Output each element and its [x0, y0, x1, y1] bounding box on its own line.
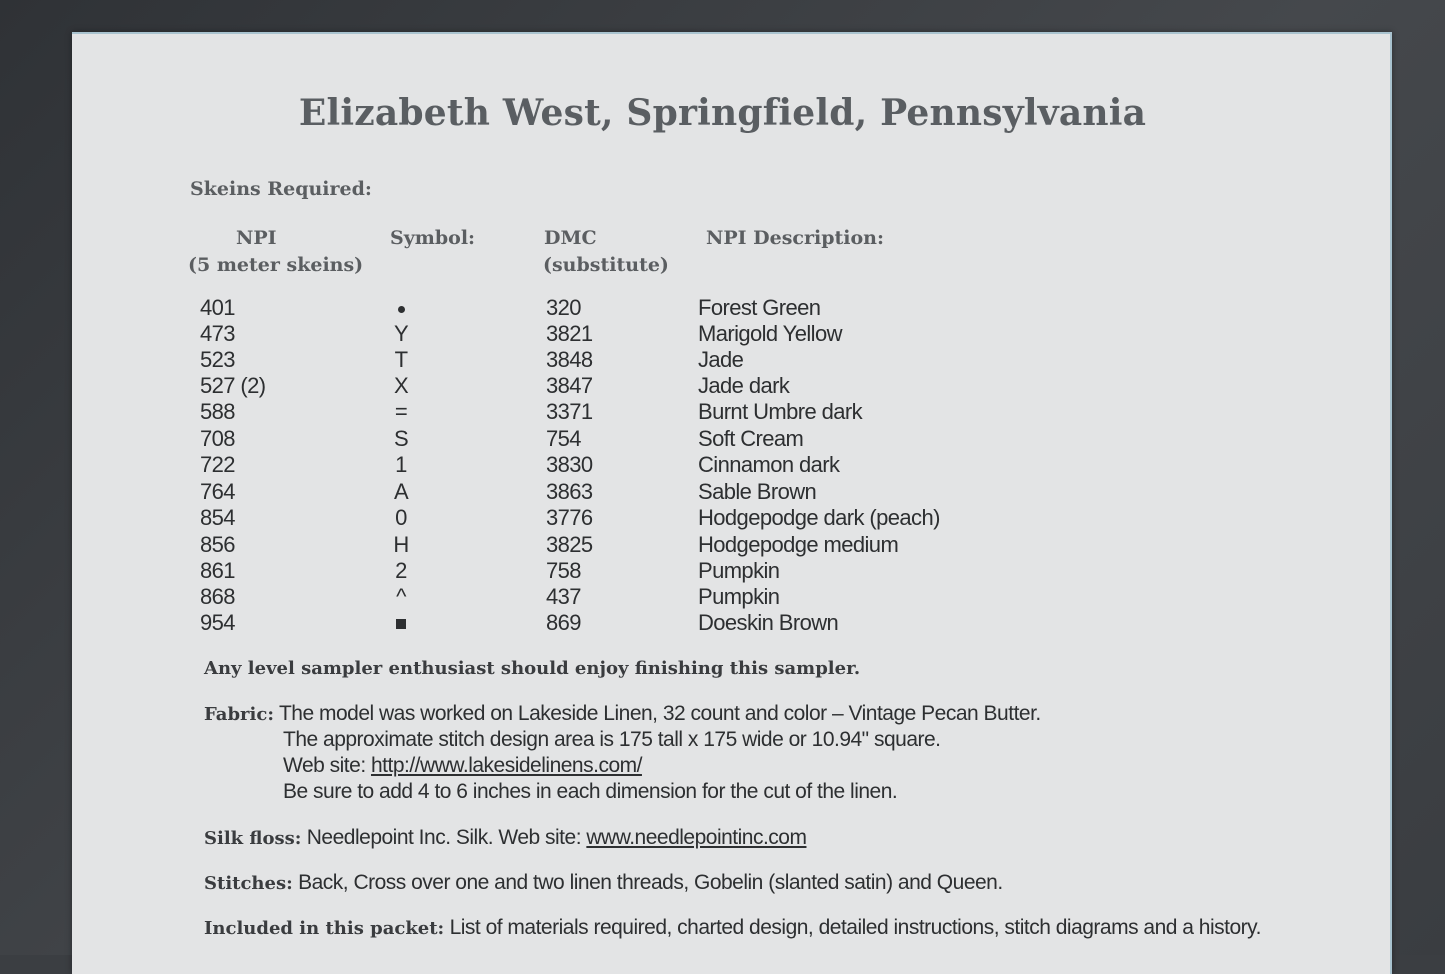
stitch-symbol: Y: [393, 321, 409, 346]
fabric-label: Fabric:: [204, 704, 274, 725]
color-description: Forest Green: [698, 295, 821, 320]
npi-number: 954: [200, 610, 235, 635]
dot-symbol-icon: [390, 295, 412, 321]
stitch-symbol: A: [393, 479, 409, 504]
npi-number: 708: [200, 426, 235, 451]
color-description: Cinnamon dark: [698, 452, 840, 477]
stitches-line: [204, 870, 1003, 897]
header-dmc: DMC: [544, 227, 597, 249]
color-description: Jade: [698, 347, 744, 372]
color-description: Pumpkin: [698, 584, 780, 609]
color-description: Hodgepodge medium: [698, 532, 899, 557]
included-label: Included in this packet:: [204, 918, 445, 939]
dmc-number: 320: [546, 295, 581, 320]
npi-number: 854: [200, 505, 235, 530]
color-description: Pumpkin: [698, 558, 780, 583]
npi-number: 868: [200, 584, 235, 609]
dmc-number: 3830: [546, 452, 593, 477]
stitch-symbol: 0: [395, 505, 407, 530]
npi-number: 722: [200, 452, 235, 477]
stitches-text: Back, Cross over one and two linen threads, Gobelin (slanted satin) and Queen.: [298, 871, 1003, 894]
lakeside-link[interactable]: http://www.lakesidelinens.com/: [370, 754, 642, 777]
dmc-number: 437: [546, 584, 581, 609]
dmc-number: 754: [546, 426, 581, 451]
dmc-number: 3821: [546, 321, 593, 346]
stitch-symbol: X: [393, 373, 409, 398]
color-description: Doeskin Brown: [698, 610, 839, 635]
stitch-symbol: 2: [395, 558, 407, 583]
included-line: [204, 915, 1261, 942]
npi-number: 764: [200, 479, 235, 504]
color-description: Burnt Umbre dark: [698, 399, 863, 424]
header-description: NPI Description:: [706, 227, 884, 249]
stitch-symbol: H: [393, 532, 409, 557]
fabric-line-4: Be sure to add 4 to 6 inches in each dimension for the cut of the linen.: [283, 780, 898, 803]
dmc-number: 3848: [546, 347, 593, 372]
included-text: List of materials required, charted design, detailed instructions, stitch diagrams and a history.: [449, 916, 1261, 939]
fabric-line-2: The approximate stitch design area is 175 tall x 175 wide or 10.94" square.: [283, 728, 941, 751]
npi-number: 401: [200, 295, 235, 320]
silk-floss-line: [204, 825, 806, 852]
square-symbol-icon: [390, 610, 412, 636]
dmc-number: 3776: [546, 505, 593, 530]
stitches-label: Stitches:: [204, 873, 293, 894]
color-description: Sable Brown: [698, 479, 817, 504]
silk-floss-label: Silk floss:: [204, 828, 302, 849]
color-description: Jade dark: [698, 373, 790, 398]
silk-floss-text: Needlepoint Inc. Silk. Web site:: [306, 826, 587, 849]
npi-number: 527 (2): [200, 373, 266, 398]
fabric-line-1: [204, 701, 1041, 728]
fabric-web-prefix: Web site:: [283, 754, 371, 777]
stitch-symbol: T: [394, 347, 408, 372]
needlepoint-link[interactable]: www.needlepointinc.com: [586, 826, 807, 849]
header-symbol: Symbol:: [390, 227, 476, 249]
stitch-symbol: =: [394, 399, 408, 424]
stitch-symbol: 1: [395, 452, 407, 477]
page-title: Elizabeth West, Springfield, Pennsylvania: [298, 92, 1147, 134]
dmc-number: 758: [546, 558, 581, 583]
dmc-number: 3847: [546, 373, 593, 398]
dmc-number: 3825: [546, 532, 593, 557]
header-dmc-sub: (substitute): [543, 254, 669, 276]
skeins-required-label: Skeins Required:: [190, 178, 372, 200]
enthusiast-note: Any level sampler enthusiast should enjoy finishing this sampler.: [204, 658, 861, 679]
npi-number: 588: [200, 399, 235, 424]
color-description: Hodgepodge dark (peach): [698, 505, 940, 530]
stitch-symbol: ^: [396, 584, 406, 609]
fabric-web-line: [283, 753, 642, 779]
npi-number: 856: [200, 532, 235, 557]
stitch-symbol: S: [393, 426, 409, 451]
npi-number: 523: [200, 347, 235, 372]
color-description: Marigold Yellow: [698, 321, 842, 346]
npi-number: 861: [200, 558, 235, 583]
header-npi-sub: (5 meter skeins): [188, 254, 364, 276]
dmc-number: 3863: [546, 479, 593, 504]
dmc-number: 869: [546, 610, 581, 635]
color-description: Soft Cream: [698, 426, 804, 451]
header-npi: NPI: [236, 227, 277, 249]
npi-number: 473: [200, 321, 235, 346]
fabric-text: The model was worked on Lakeside Linen, 32 count and color – Vintage Pecan Butter.: [278, 702, 1041, 725]
dmc-number: 3371: [546, 399, 593, 424]
